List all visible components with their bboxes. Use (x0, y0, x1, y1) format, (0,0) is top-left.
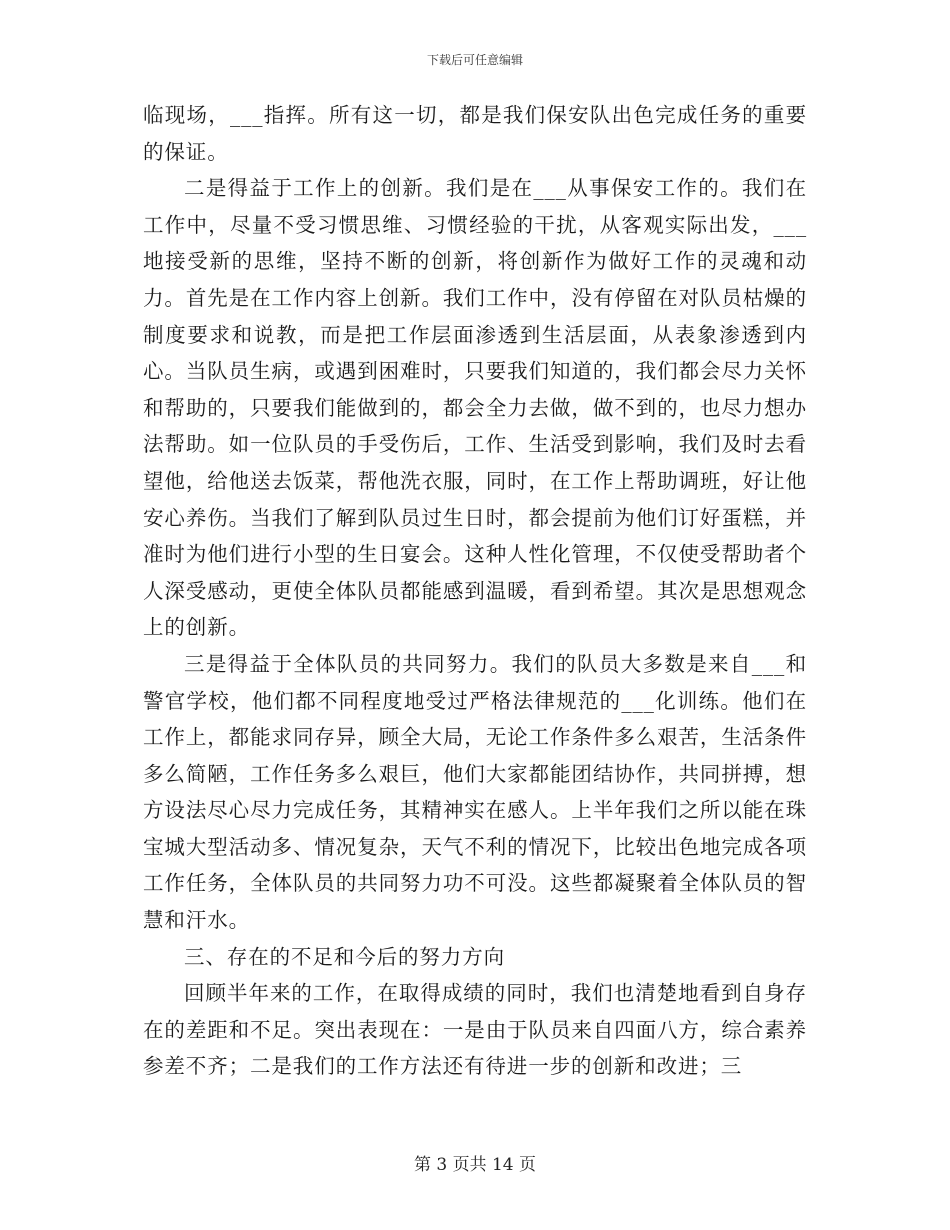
paragraph: 三是得益于全体队员的共同努力。我们的队员大多数是来自___和警官学校，他们都不同程度地受过严格法律规范的___化训练。他们在工作上，都能求同存异，顾全大局，无论工作条件多么艰苦，生活条件多么简陋，工作任务多么艰巨，他们大家都能团结协作，共同拼搏，想方设法尽心尽力完成任务，其精神实在感人。上半年我们之所以能在珠宝城大型活动多、情况复杂，天气不利的情况下，比较出色地完成各项工作任务，全体队员的共同努力功不可没。这些都凝聚着全体队员的智慧和汗水。 (143, 651, 807, 933)
page-number-footer: 第 3 页共 14 页 (413, 1155, 537, 1175)
section-heading: 三、存在的不足和今后的努力方向 (184, 944, 505, 969)
page-header: 下载后可任意编辑 (426, 53, 523, 67)
paragraph: 回顾半年来的工作，在取得成绩的同时，我们也清楚地看到自身存在的差距和不足。突出表现在：一是由于队员来自四面八方，综合素养参差不齐；二是我们的工作方法还有待进一步的创新和改进；三 (143, 981, 807, 1079)
paragraph: 临现场，___指挥。所有这一切，都是我们保安队出色完成任务的重要的保证。 (143, 103, 807, 164)
document-body (143, 97, 807, 1085)
paragraph: 二是得益于工作上的创新。我们是在___从事保安工作的。我们在工作中，尽量不受习惯思维、习惯经验的干扰，从客观实际出发，___地接受新的思维，坚持不断的创新，将创新作为做好工作的灵魂和动力。首先是在工作内容上创新。我们工作中，没有停留在对队员枯燥的制度要求和说教，而是把工作层面渗透到生活层面，从表象渗透到内心。当队员生病，或遇到困难时，只要我们知道的，我们都会尽力关怀和帮助的，只要我们能做到的，都会全力去做，做不到的，也尽力想办法帮助。如一位队员的手受伤后，工作、生活受到影响，我们及时去看望他，给他送去饭菜，帮他洗衣服，同时，在工作上帮助调班，好让他安心养伤。当我们了解到队员过生日时，都会提前为他们订好蛋糕，并准时为他们进行小型的生日宴会。这种人性化管理，不仅使受帮助者个人深受感动，更使全体队员都能感到温暖，看到希望。其次是思想观念上的创新。 (143, 176, 807, 640)
